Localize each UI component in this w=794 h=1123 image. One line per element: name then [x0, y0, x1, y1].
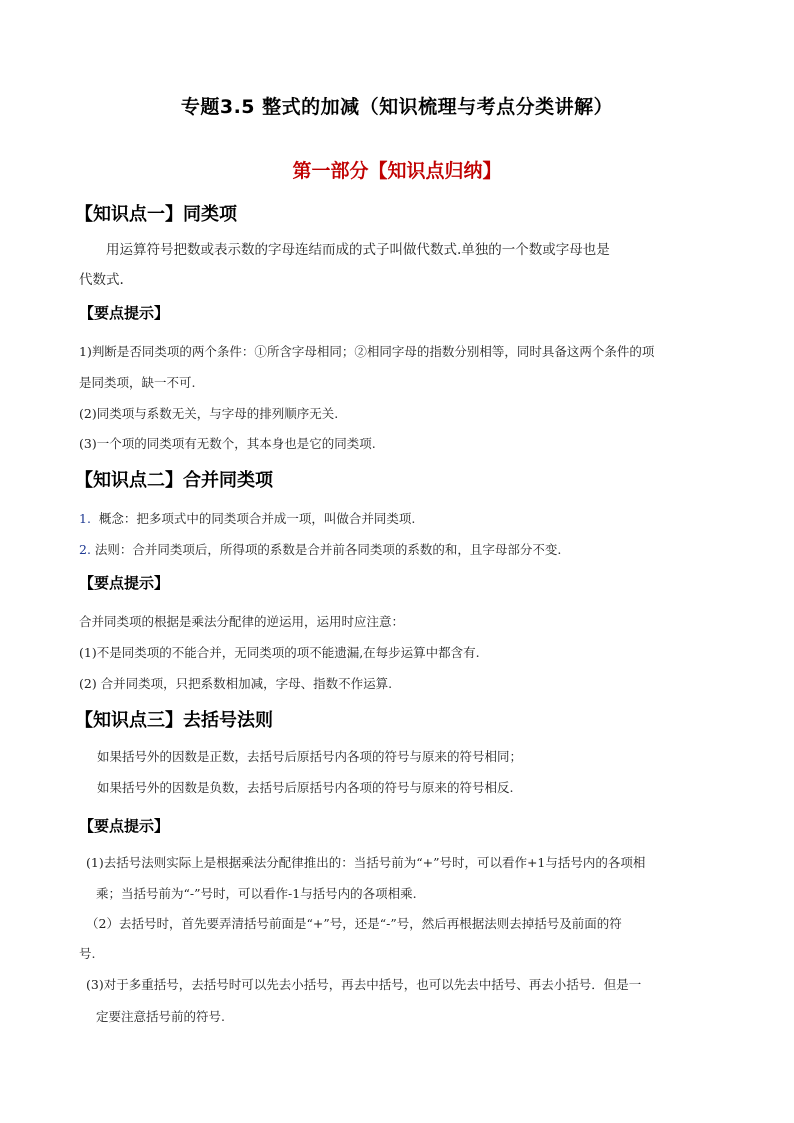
kp1-tip1-line1: 1)判断是否同类项的两个条件：①所含字母相同；②相同字母的指数分别相等，同时具备这两个条件的项 — [79, 344, 655, 359]
kp3-tip-heading: 【要点提示】 — [79, 817, 170, 835]
kp2-item1-text: 概念：把多项式中的同类项合并成一项，叫做合并同类项. — [98, 511, 416, 526]
kp2-item1-number: 1. — [79, 511, 91, 526]
kp3-rule2: 如果括号外的因数是负数，去括号后原括号内各项的符号与原来的符号相反. — [97, 780, 514, 795]
kp2-item2-number: 2. — [79, 542, 91, 557]
kp2-item2 — [79, 540, 561, 558]
page-title: 专题3.5 整式的加减（知识梳理与考点分类讲解） — [180, 96, 614, 118]
kp3-tip1-line2: 乘；当括号前为“-”号时，可以看作-1与括号内的各项相乘. — [96, 886, 417, 901]
kp3-heading: 【知识点三】去括号法则 — [75, 710, 273, 731]
kp3-tip3-line2: 定要注意括号前的符号. — [96, 1009, 225, 1024]
kp2-tip-intro: 合并同类项的根据是乘法分配律的逆运用，运用时应注意： — [79, 614, 405, 629]
kp1-tip-heading: 【要点提示】 — [79, 304, 170, 322]
kp3-tip2-line2: 号. — [79, 946, 96, 961]
kp2-tip1: (1)不是同类项的不能合并，无同类项的项不能遗漏,在每步运算中都含有. — [79, 645, 480, 660]
kp3-rule1: 如果括号外的因数是正数，去括号后原括号内各项的符号与原来的符号相同； — [97, 749, 523, 764]
kp2-tip2: (2) 合并同类项，只把系数相加减，字母、指数不作运算. — [79, 676, 393, 691]
kp1-tip2: (2)同类项与系数无关，与字母的排列顺序无关. — [79, 406, 339, 421]
kp1-paragraph-line2: 代数式. — [79, 272, 124, 288]
part-heading: 第一部分【知识点归纳】 — [292, 160, 502, 182]
kp2-item2-text: 法则：合并同类项后，所得项的系数是合并前各同类项的系数的和，且字母部分不变. — [94, 542, 562, 557]
kp2-heading: 【知识点二】合并同类项 — [75, 470, 273, 491]
kp3-tip2-line1: （2）去括号时，首先要弄清括号前面是“+”号，还是“-”号，然后再根据法则去掉括号及前面的符 — [86, 916, 622, 931]
kp2-tip-heading: 【要点提示】 — [79, 574, 170, 592]
kp2-item1 — [79, 509, 415, 527]
kp3-tip3-line1: (3)对于多重括号，去括号时可以先去小括号，再去中括号，也可以先去中括号、再去小括号．但是一 — [86, 977, 642, 992]
kp1-heading: 【知识点一】同类项 — [75, 204, 237, 225]
kp1-paragraph-line1: 用运算符号把数或表示数的字母连结而成的式子叫做代数式.单独的一个数或字母也是 — [106, 242, 610, 258]
kp1-tip3: (3)一个项的同类项有无数个，其本身也是它的同类项. — [79, 436, 376, 451]
kp3-tip1-line1: (1)去括号法则实际上是根据乘法分配律推出的：当括号前为“+”号时，可以看作+1与括号内的各项相 — [86, 855, 646, 870]
kp1-tip1-line2: 是同类项，缺一不可. — [79, 375, 196, 390]
